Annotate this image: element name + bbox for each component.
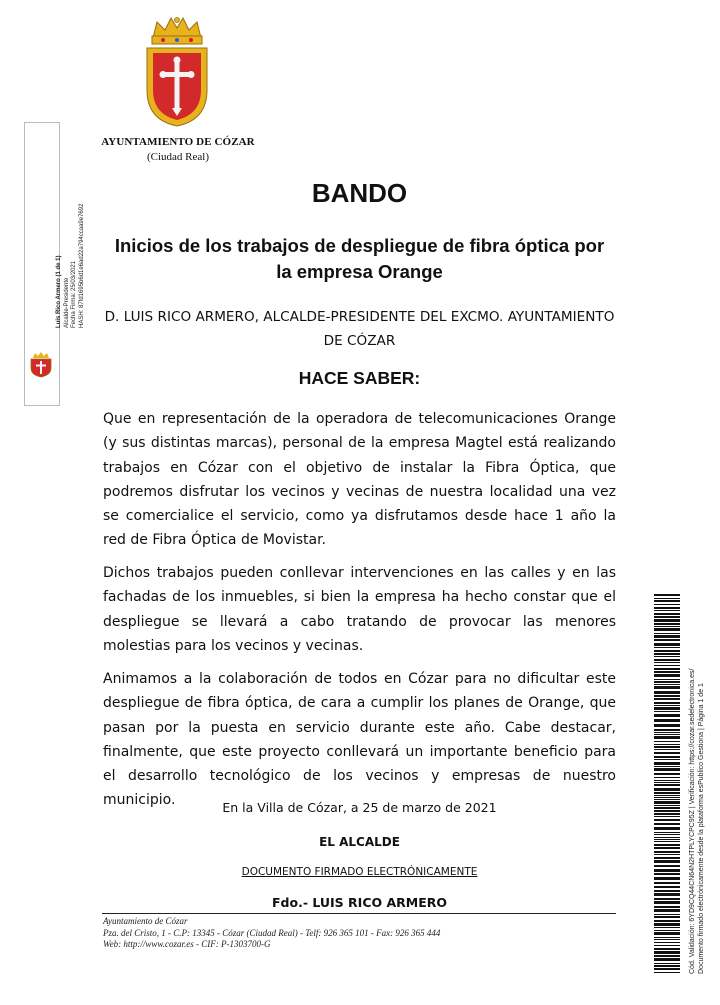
barcode-bar — [654, 705, 680, 706]
barcode-bar — [654, 604, 680, 605]
barcode-bar — [654, 659, 680, 661]
barcode-bar — [654, 873, 680, 875]
signer-name: Fdo.- LUIS RICO ARMERO — [272, 895, 447, 910]
barcode-bar — [654, 698, 680, 700]
barcode-bar — [654, 691, 680, 694]
barcode-bar — [654, 857, 680, 859]
verification-line-2: Documento firmado electrónicamente desde la plataforma esPublico Gestiona | Página 1 de 1 — [698, 683, 705, 974]
barcode-bar — [654, 613, 680, 615]
verification-text — [688, 654, 706, 974]
stamp-line-4: HASH: 87fd1695b6d1e6ad22a794ccaa9e7692 — [78, 203, 85, 328]
barcode-bar — [654, 762, 680, 765]
footer-divider — [102, 913, 616, 914]
barcode-bar — [654, 958, 680, 961]
body-paragraph-1: Que en representación de la operadora de telecomunicaciones Orange (y sus distintas marcas), personal de la empresa Magtel está realizando trabajos en Cózar con el objetivo de instalar la Fibra Óptica, que podremos disfrutar los vecinos y vecinas de nuestra localidad una vez se comercialice el servicio, como ya disfrutamos desde hace 1 año la red de Fibra Óptica de Movistar. — [103, 411, 616, 549]
mayor-heading-line-1: D. LUIS RICO ARMERO, ALCALDE-PRESIDENTE DEL EXCMO. AYUNTAMIENTO — [104, 309, 615, 325]
stamp-line-2: Alcalde-Presidente — [63, 277, 70, 328]
barcode-bar — [654, 901, 680, 904]
barcode-bar — [654, 927, 680, 928]
verification-line-1: Cód. Validación: 6YD9CQ44CN64N2HTPLYCPC95Z | Verificación: https://cozar.sedelectronica.es/ — [689, 668, 696, 974]
barcode-bar — [654, 937, 680, 938]
barcode-bar — [654, 923, 680, 926]
barcode-bar — [654, 782, 680, 783]
barcode-bar — [654, 816, 680, 817]
barcode-bar — [654, 635, 680, 638]
barcode-bar — [654, 662, 680, 663]
barcode-bar — [654, 681, 680, 683]
barcode-bar — [654, 773, 680, 775]
barcode-bar — [654, 906, 680, 908]
barcode-bar — [654, 844, 680, 846]
barcode-bar — [654, 780, 680, 781]
barcode-bar — [654, 744, 680, 745]
barcode-bar — [654, 834, 680, 835]
document-subtitle — [103, 233, 616, 285]
barcode-bar — [654, 847, 680, 849]
barcode-bar — [654, 702, 680, 704]
barcode-bar — [654, 916, 680, 918]
barcode-bar — [654, 741, 680, 742]
barcode-bar — [654, 801, 680, 804]
barcode-bar — [654, 768, 680, 771]
barcode-bar — [654, 930, 680, 931]
barcode-bar — [654, 963, 680, 964]
barcode-bar — [654, 942, 680, 943]
barcode-bar — [654, 633, 680, 634]
footer-line-2: Pza. del Cristo, 1 - C.P: 13345 - Cózar (Ciudad Real) - Telf: 926 365 101 - Fax: 926 365 444 — [103, 927, 441, 938]
barcode-icon — [654, 594, 680, 974]
barcode-bar — [654, 920, 680, 922]
barcode-bar — [654, 695, 680, 697]
barcode-bar — [654, 749, 680, 750]
barcode-bar — [654, 877, 680, 880]
subtitle-line-1: Inicios de los trabajos de despliegue de fibra óptica por — [114, 235, 605, 256]
barcode-bar — [654, 792, 680, 794]
stamp-crest-icon — [29, 352, 53, 378]
barcode-bar — [654, 752, 680, 754]
subtitle-line-2: la empresa Orange — [276, 261, 443, 282]
barcode-bar — [654, 679, 680, 680]
body-paragraph-3: Animamos a la colaboración de todos en Cózar para no dificultar este despliegue de fibra óptica, de cara a cumplir los planes de Orange, que pasan por la puesta en servicio durante este año. Cabe destacar, finalmente, que este proyecto conllevará un importante beneficio para el desarrollo tecnológico de los vecinos y empresas de nuestro municipio. — [103, 671, 616, 809]
place-and-date: En la Villa de Cózar, a 25 de marzo de 2021 — [222, 800, 497, 815]
barcode-bar — [654, 841, 680, 842]
electronic-signature-note: DOCUMENTO FIRMADO ELECTRÓNICAMENTE — [241, 866, 478, 878]
barcode-bar — [654, 914, 680, 915]
barcode-bar — [654, 736, 680, 739]
barcode-bar — [654, 623, 680, 625]
barcode-bar — [654, 805, 680, 806]
barcode-bar — [654, 972, 680, 973]
barcode-bar — [654, 734, 680, 735]
barcode-bar — [654, 619, 680, 622]
barcode-bar — [654, 766, 680, 767]
barcode-bar — [654, 650, 680, 652]
barcode-bar — [654, 746, 680, 748]
barcode-bar — [654, 643, 680, 646]
barcode-bar — [654, 759, 680, 760]
coat-of-arms-icon — [143, 16, 211, 128]
barcode-bar — [654, 939, 680, 940]
barcode-bar — [654, 799, 680, 800]
barcode-bar — [654, 837, 680, 838]
barcode-bar — [654, 674, 680, 677]
footer — [103, 916, 440, 951]
barcode-bar — [654, 909, 680, 912]
barcode-bar — [654, 827, 680, 830]
barcode-bar — [654, 955, 680, 957]
barcode-bar — [654, 610, 680, 611]
barcode-bar — [654, 882, 680, 884]
barcode-bar — [654, 628, 680, 631]
barcode-bar — [654, 819, 680, 821]
barcode-bar — [654, 851, 680, 853]
barcode-bar — [654, 886, 680, 888]
barcode-bar — [654, 810, 680, 812]
barcode-bar — [654, 832, 680, 833]
barcode-bar — [654, 784, 680, 786]
barcode-bar — [654, 898, 680, 900]
stamp-line-3: Fecha Firma: 25/03/2021 — [71, 260, 77, 328]
footer-line-1: Ayuntamiento de Cózar — [103, 916, 188, 926]
signature-stamp-text — [56, 176, 86, 328]
stamp-line-1: Luis Rico Armero (1 de 1) — [56, 255, 62, 328]
barcode-bar — [654, 598, 680, 599]
barcode-bar — [654, 854, 680, 855]
barcode-bar — [654, 684, 680, 685]
barcode-bar — [654, 729, 680, 731]
barcode-bar — [654, 647, 680, 648]
barcode-bar — [654, 653, 680, 655]
barcode-bar — [654, 732, 680, 733]
body-paragraph-2: Dichos trabajos pueden conllevar intervenciones en las calles y en las fachadas de los inmuebles, si bien la empresa ha hecho constar que el despliegue se llevará a cabo tratando de provocar las menores molestias para los vecinos y vecinas. — [103, 565, 616, 654]
barcode-bar — [654, 869, 680, 872]
barcode-bar — [654, 777, 680, 778]
barcode-bar — [654, 860, 680, 863]
barcode-bar — [654, 626, 680, 627]
hace-saber-heading: HACE SABER: — [298, 368, 421, 388]
barcode-bar — [654, 945, 680, 946]
barcode-bar — [654, 893, 680, 896]
barcode-bar — [654, 890, 680, 892]
barcode-bar — [654, 714, 680, 717]
organization-region: (Ciudad Real) — [146, 151, 209, 163]
barcode-bar — [654, 968, 680, 970]
barcode-bar — [654, 594, 680, 596]
barcode-bar — [654, 668, 680, 670]
mayor-heading-line-2: DE CÓZAR — [323, 333, 396, 349]
barcode-bar — [654, 788, 680, 791]
barcode-bar — [654, 932, 680, 935]
barcode-bar — [654, 965, 680, 967]
barcode-bar — [654, 756, 680, 758]
barcode-bar — [654, 719, 680, 722]
barcode-bar — [654, 671, 680, 673]
barcode-bar — [654, 839, 680, 840]
barcode-bar — [654, 823, 680, 825]
barcode-bar — [654, 607, 680, 609]
barcode-bar — [654, 686, 680, 689]
barcode-bar — [654, 813, 680, 815]
barcode-bar — [654, 711, 680, 712]
organization-name: AYUNTAMIENTO DE CÓZAR — [101, 136, 255, 148]
barcode-bar — [654, 951, 680, 954]
barcode-bar — [654, 616, 680, 618]
barcode-bar — [654, 948, 680, 950]
barcode-bar — [654, 656, 680, 657]
signer-role: EL ALCALDE — [319, 835, 400, 849]
barcode-bar — [654, 807, 680, 809]
barcode-bar — [654, 665, 680, 666]
barcode-bar — [654, 795, 680, 796]
barcode-bar — [654, 639, 680, 641]
barcode-bar — [654, 600, 680, 602]
barcode-bar — [654, 724, 680, 727]
barcode-bar — [654, 707, 680, 710]
document-title: BANDO — [311, 178, 408, 208]
barcode-bar — [654, 865, 680, 867]
footer-line-3: Web: http://www.cozar.es - CIF: P-1303700-G — [103, 939, 271, 949]
barcode-bar — [654, 797, 680, 798]
mayor-heading — [103, 305, 616, 353]
